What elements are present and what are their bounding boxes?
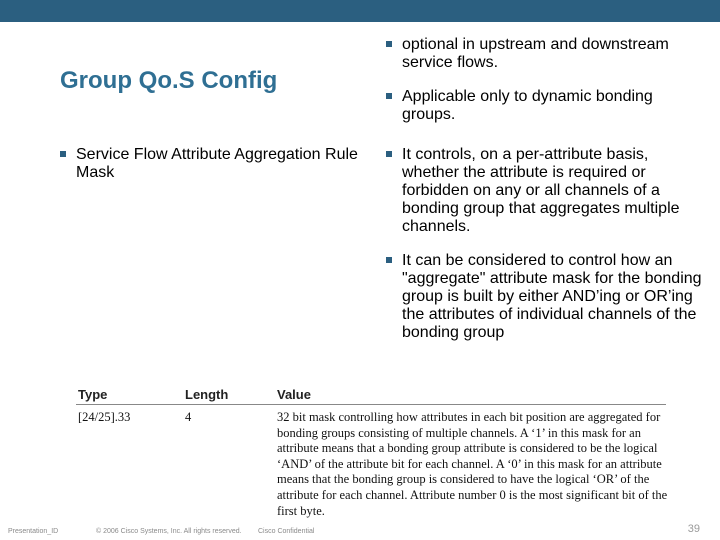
right-bullet-text: It can be considered to control how an "aggregate" attribute mask for the bonding group is built by either AND’ing or OR’ing the attributes of individual channels of the bonding group [402, 252, 702, 341]
top-banner [0, 0, 720, 22]
table-header-rule [76, 404, 666, 405]
left-bullet [60, 146, 376, 182]
bullet-square-icon [386, 151, 392, 157]
page-number: 39 [687, 523, 700, 535]
table-cell-length: 4 [185, 410, 192, 424]
footer-copyright: © 2006 Cisco Systems, Inc. All rights reserved. [96, 528, 242, 535]
right-bullet-4 [386, 252, 702, 342]
footer-presentation-id: Presentation_ID [8, 528, 59, 535]
right-bullet-1 [386, 36, 702, 72]
table-header-type: Type [78, 387, 108, 402]
left-bullet-text: Service Flow Attribute Aggregation Rule Mask [76, 146, 358, 181]
table-header-length: Length [185, 387, 229, 402]
right-bullet-3 [386, 146, 702, 236]
table-cell-type: [24/25].33 [78, 410, 131, 424]
right-bullet-text: It controls, on a per-attribute basis, whether the attribute is required or forbidden on any or all channels of a bonding group that aggregates multiple channels. [402, 146, 680, 235]
bullet-square-icon [386, 41, 392, 47]
bullet-square-icon [60, 151, 66, 157]
bullet-square-icon [386, 93, 392, 99]
right-bullet-text: Applicable only to dynamic bonding groups. [402, 88, 653, 123]
bullet-square-icon [386, 257, 392, 263]
footer-confidential: Cisco Confidential [258, 528, 315, 535]
table-header-value: Value [277, 387, 311, 402]
table-cell-value: 32 bit mask controlling how attributes in each bit position are aggregated for bonding groups consisting of multiple channels. A ‘1’ in this mask for an attribute means that a bonding group attribute is considered to be the logical ‘AND’ of the attribute bit for each channel. A ‘0’ in this mask for an attribute means that the bonding group is considered to have the logical ‘OR’ of the attribute for each channel. Attribute number 0 is the most significant bit of the first byte. [277, 410, 668, 518]
right-bullet-2 [386, 88, 702, 124]
slide-title: Group Qo.S Config [60, 67, 278, 94]
right-bullet-text: optional in upstream and downstream service flows. [402, 36, 669, 71]
